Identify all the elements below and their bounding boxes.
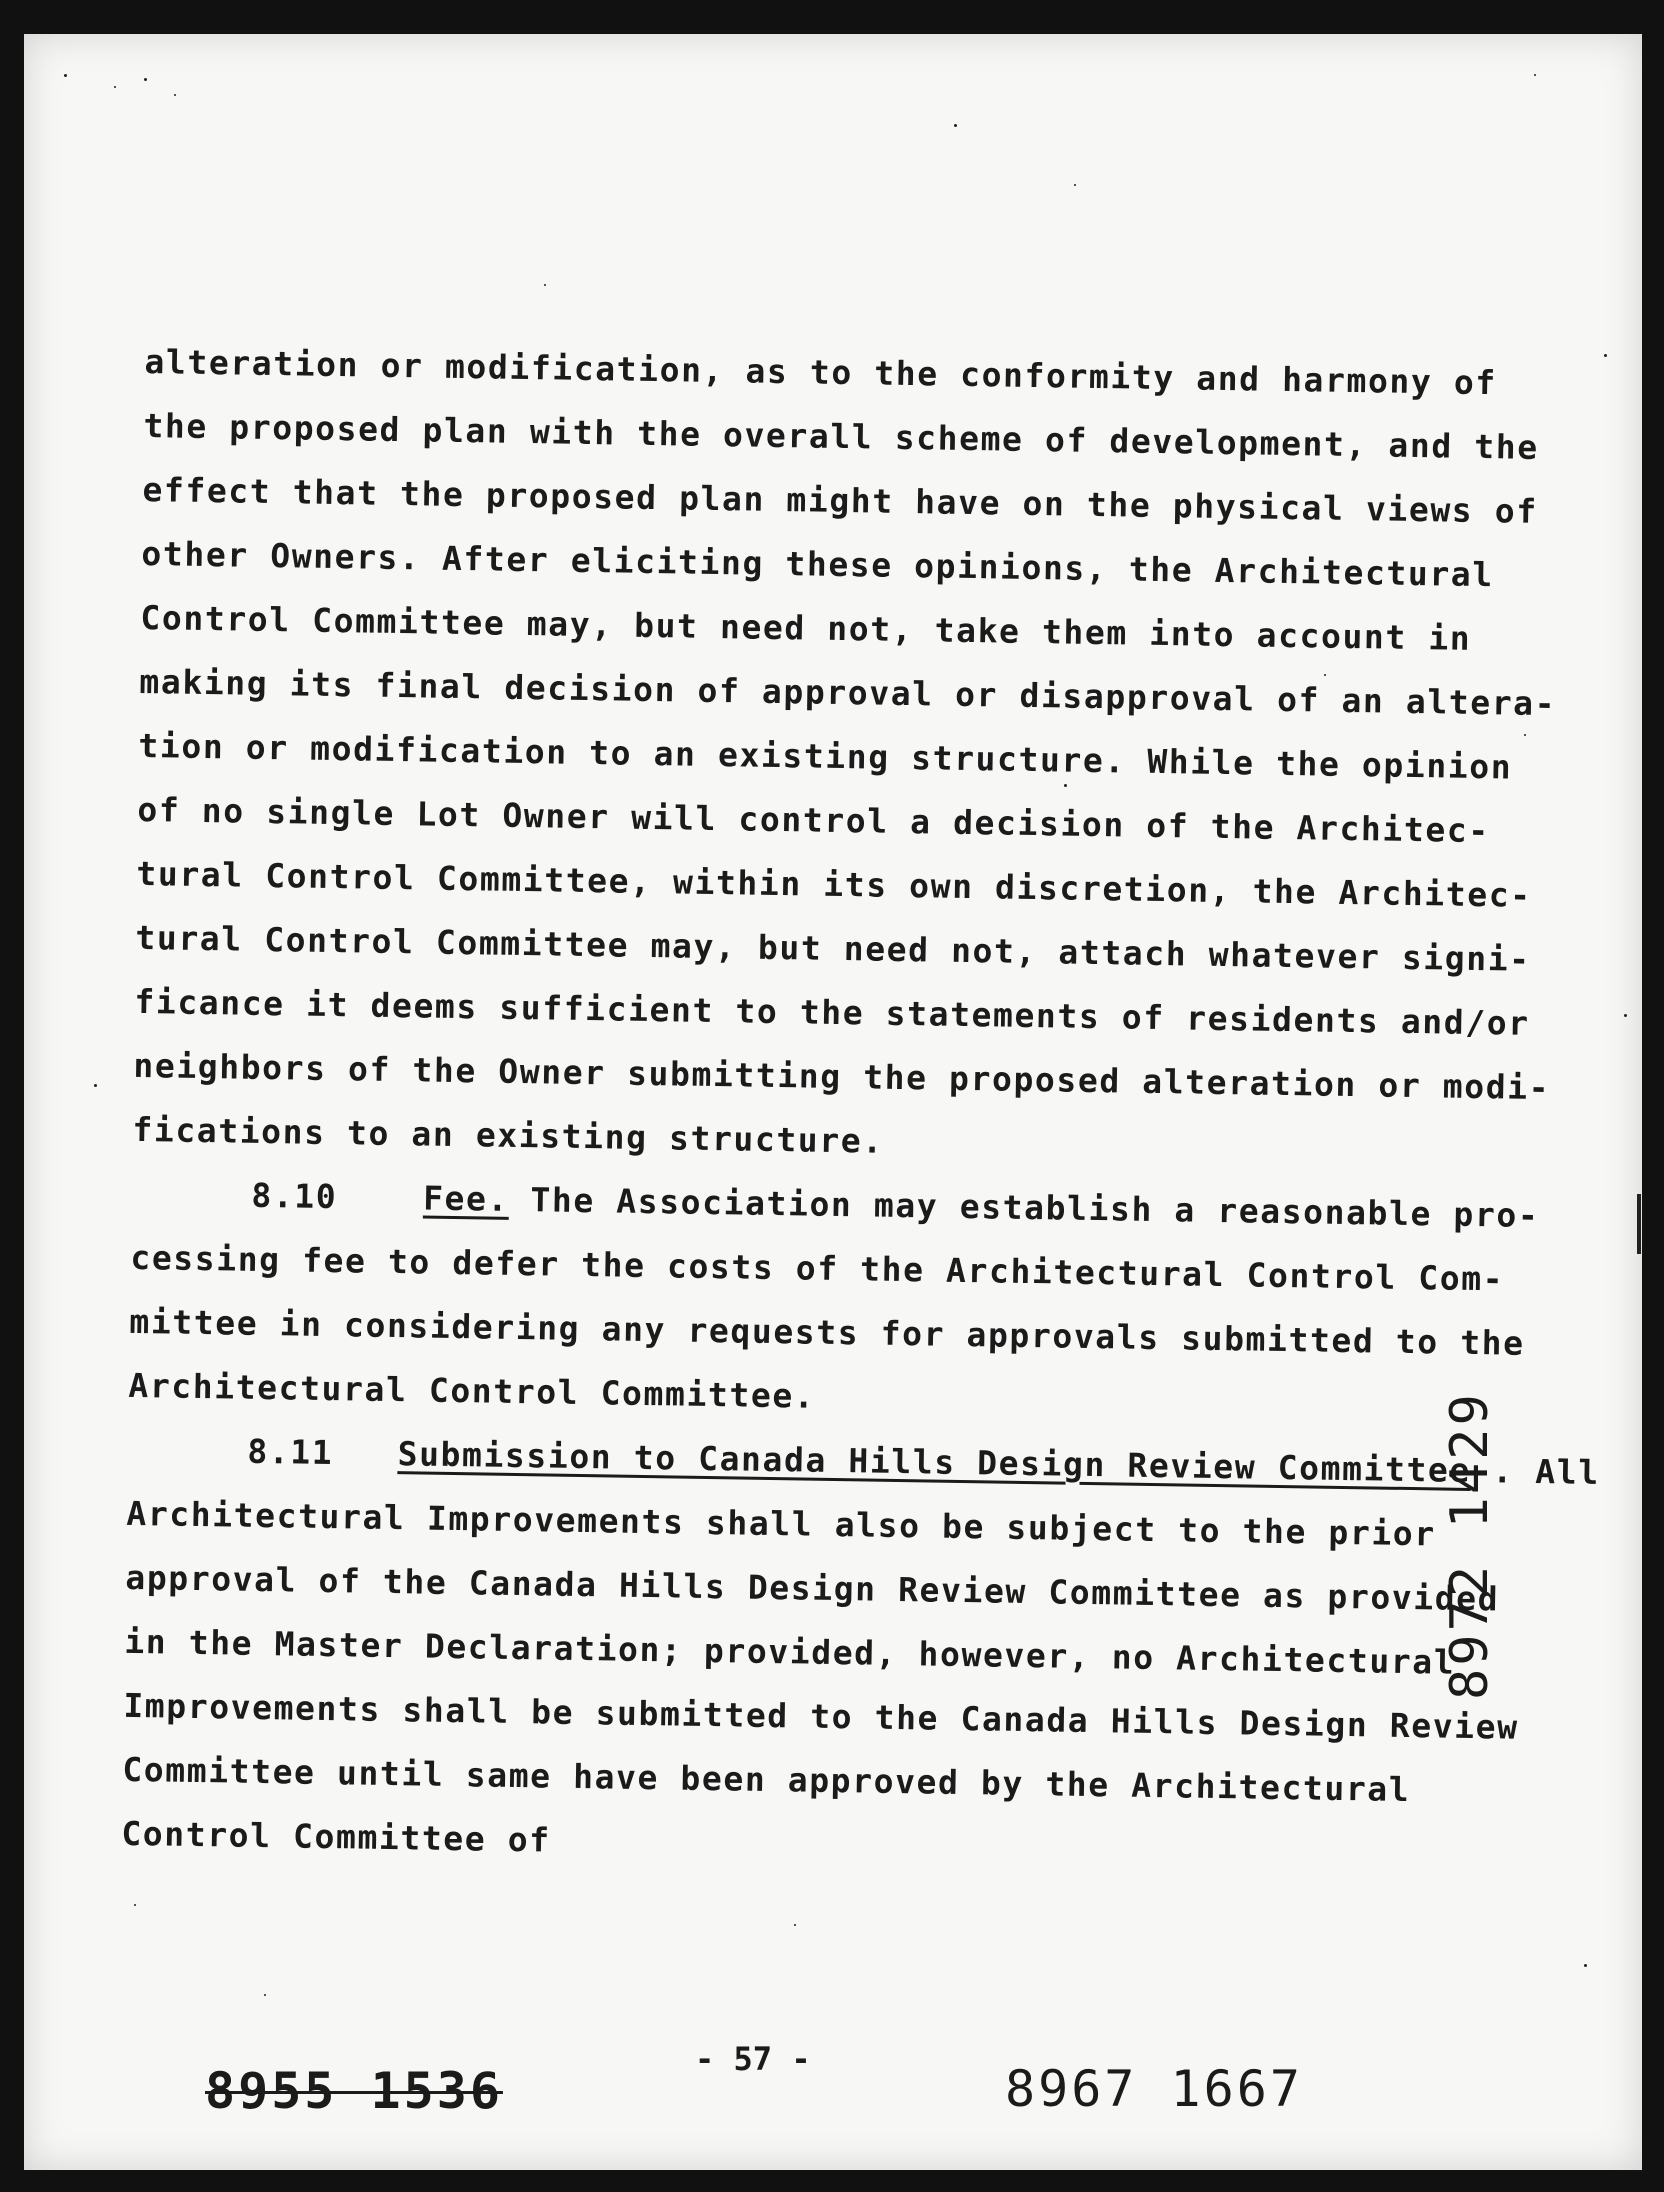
body-line: other Owners. After eliciting these opinions, the Architectural [141, 533, 1495, 595]
scan-speck [1604, 354, 1607, 357]
scan-speck [954, 124, 957, 127]
scan-speck [94, 1084, 97, 1087]
section-heading: Fee. [422, 1178, 510, 1219]
section-text: . All [1492, 1451, 1601, 1492]
section-line: mittee in considering any requests for approvals submitted to the [129, 1301, 1525, 1363]
body-line: ficance it deems sufficient to the statements of residents and/or [134, 981, 1530, 1043]
document-body [121, 330, 1601, 1887]
section-line: cessing fee to defer the costs of the Architectural Control Com- [130, 1237, 1505, 1299]
body-line: of no single Lot Owner will control a decision of the Architec- [137, 789, 1491, 851]
scan-speck [264, 1994, 266, 1996]
body-line: tural Control Committee may, but need not, attach whatever signi- [135, 917, 1531, 979]
recording-stamp: 8967 1667 [1005, 2060, 1303, 2118]
scan-speck [134, 1904, 136, 1906]
paragraph-continuation [132, 330, 1557, 1183]
scan-speck [174, 94, 176, 96]
section-number: 8.11 [247, 1431, 334, 1473]
body-line: tural Control Committee, within its own discretion, the Architec- [136, 853, 1533, 915]
section-line: Architectural Improvements shall also be subject to the prior [126, 1493, 1437, 1554]
body-line: the proposed plan with the overall scheme of development, and the [143, 405, 1540, 467]
scan-speck [1074, 184, 1076, 186]
margin-mark [1637, 1194, 1641, 1254]
section-line: Control Committee of [121, 1813, 551, 1860]
section-line: in the Master Declaration; provided, however, no Architectural [124, 1621, 1456, 1682]
scan-speck [1524, 734, 1526, 736]
body-line: fications to an existing structure. [132, 1109, 885, 1161]
body-line: Control Committee may, but need not, take them into account in [140, 597, 1472, 658]
scan-speck [1624, 1014, 1627, 1017]
body-line: effect that the proposed plan might have on the physical views of [142, 469, 1539, 531]
body-line: alteration or modification, as to the conformity and harmony of [144, 341, 1498, 403]
scan-speck [144, 78, 147, 81]
section-line: approval of the Canada Hills Design Review Committee as provided [125, 1557, 1500, 1619]
scan-speck [1534, 74, 1536, 76]
recording-stamp-vertical: 8972 1429 [1440, 1391, 1500, 1700]
section-line: Committee until same have been approved by the Architectural [122, 1749, 1411, 1810]
scan-speck [114, 86, 116, 88]
scan-speck [794, 1924, 796, 1926]
section-number: 8.10 [251, 1175, 338, 1217]
section-text: The Association may establish a reasonable pro- [530, 1180, 1540, 1236]
body-line: neighbors of the Owner submitting the proposed alteration or modi- [133, 1045, 1551, 1108]
body-line: making its final decision of approval or disapproval of an altera- [139, 661, 1557, 724]
scan-speck [544, 284, 546, 286]
page-number: - 57 - [695, 2040, 811, 2078]
section-line: Improvements shall be submitted to the Canada Hills Design Review [123, 1685, 1519, 1747]
body-line: tion or modification to an existing structure. While the opinion [138, 725, 1513, 787]
section-heading: Submission to Canada Hills Design Review Committee [397, 1434, 1472, 1490]
recording-stamp-struck: 8955 1536 [205, 2062, 503, 2120]
section-line: Architectural Control Committee. [128, 1365, 816, 1416]
scan-speck [64, 74, 67, 77]
scan-speck [1584, 1964, 1587, 1967]
